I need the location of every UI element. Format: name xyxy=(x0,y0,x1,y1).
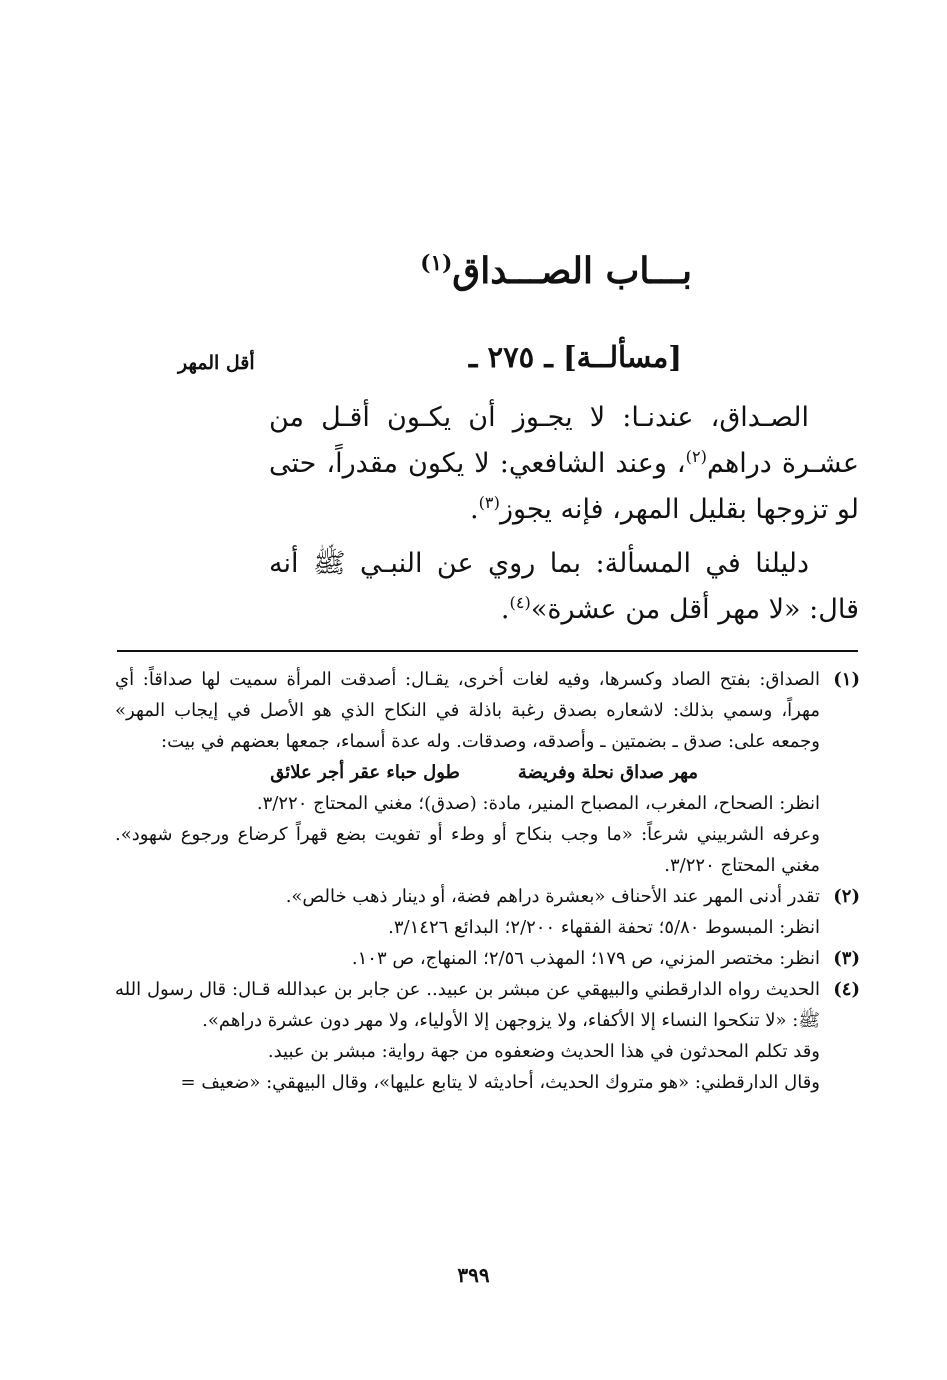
footnote-3 xyxy=(115,943,860,974)
footnote-ref-2: (٢) xyxy=(685,447,707,466)
paragraph-2-part-b: . xyxy=(500,594,510,625)
footnote-text: انظر: المبسوط ٥/٨٠؛ تحفة الفقهاء ٢/٢٠٠؛ البدائع ٣/١٤٢٦. xyxy=(388,917,820,938)
chapter-title xyxy=(420,250,692,292)
footnote-text: تقدر أدنى المهر عند الأحناف «بعشرة دراهم فضة، أو دينار ذهب خالص». xyxy=(285,886,820,907)
footnote-ref-4: (٤) xyxy=(509,593,531,612)
footnote-text: وقد تكلم المحدثون في هذا الحديث وضعفوه من جهة رواية: مبشر بن عبيد. xyxy=(267,1041,820,1062)
paragraph-2-part-a: دليلنا في المسألة: بما روي عن النبـي ﷺ أنه قال: «لا مهر أقل من عشرة» xyxy=(269,548,859,625)
issue-heading: [مسألــة] ـ ٢٧٥ ـ xyxy=(468,340,682,374)
margin-note: أقل المهر xyxy=(178,352,255,374)
footnote-2 xyxy=(115,881,860,943)
footnote-4 xyxy=(115,974,860,1098)
page-number: ٣٩٩ xyxy=(457,1263,490,1287)
main-text xyxy=(269,395,859,633)
footnote-number: (١) xyxy=(833,669,860,690)
paragraph-1 xyxy=(269,395,859,533)
paragraph-1-part-b: ، وعند الشافعي: لا يكون مقدراً، حتى لو تزوجها بقليل المهر، فإنه يجوز xyxy=(269,448,859,525)
footnote-text: الحديث رواه الدارقطني والبيهقي عن مبشر بن عبيد.. عن جابر بن عبدالله قـال: قال رسول الله ﷺ: «لا تنكحوا النساء إلا الأكفاء، ولا يزوجهن إلا الأولياء، ولا مهر دون عشرة دراهم». xyxy=(115,979,820,1031)
paragraph-2 xyxy=(269,541,859,633)
poem-verse xyxy=(115,757,820,788)
chapter-title-text: بـــاب الصـــداق xyxy=(452,250,692,292)
footnote-text: وعرفه الشربيني شرعاً: «ما وجب بنكاح أو وطء أو تفويت بضع قهراً كرضاع ورجوع شهود». مغني المحتاج ٣/٢٢٠. xyxy=(115,824,820,876)
footnotes xyxy=(115,664,860,1098)
footnote-number: (٣) xyxy=(833,948,860,969)
footnote-text: الصداق: بفتح الصاد وكسرها، وفيه لغات أخرى، يقـال: أصدقت المرأة سميت لها صداقاً: أي مهراً، وسمي بذلك: لاشعاره بصدق رغبة باذلة في النكاح الذي هو الأصل في إيجاب المهر» وجمعه على: صدق ـ بضمتين ـ وأصدقه، وصدقات. وله عدة أسماء، جمعها بعضهم في بيت: xyxy=(115,669,820,752)
footnote-1 xyxy=(115,664,860,881)
footnote-number: (٤) xyxy=(833,979,860,1000)
footnote-text: انظر: مختصر المزني، ص ١٧٩؛ المهذب ٢/٥٦؛ المنهاج، ص ١٠٣. xyxy=(351,948,820,969)
footnote-ref-3: (٣) xyxy=(478,493,500,512)
paragraph-1-part-c: . xyxy=(469,494,479,525)
footnote-divider xyxy=(117,650,858,652)
footnote-number: (٢) xyxy=(833,886,860,907)
footnote-text: وقال الدارقطني: «هو متروك الحديث، أحاديثه لا يتابع عليها»، وقال البيهقي: «ضعيف = xyxy=(180,1072,820,1093)
paragraph-1-part-a: الصـداق، عندنـا: لا يجـوز أن يكـون أقـل من عشـرة دراهم xyxy=(269,402,859,479)
footnote-text: انظر: الصحاح، المغرب، المصباح المنير، مادة: (صدق)؛ مغني المحتاج ٣/٢٢٠. xyxy=(256,793,820,814)
verse-hemistich-left: طول حباء عقر أجر علائق xyxy=(270,762,460,783)
chapter-footnote-ref: (١) xyxy=(420,251,453,276)
verse-hemistich-right: مهر صداق نحلة وفريضة xyxy=(517,762,698,783)
